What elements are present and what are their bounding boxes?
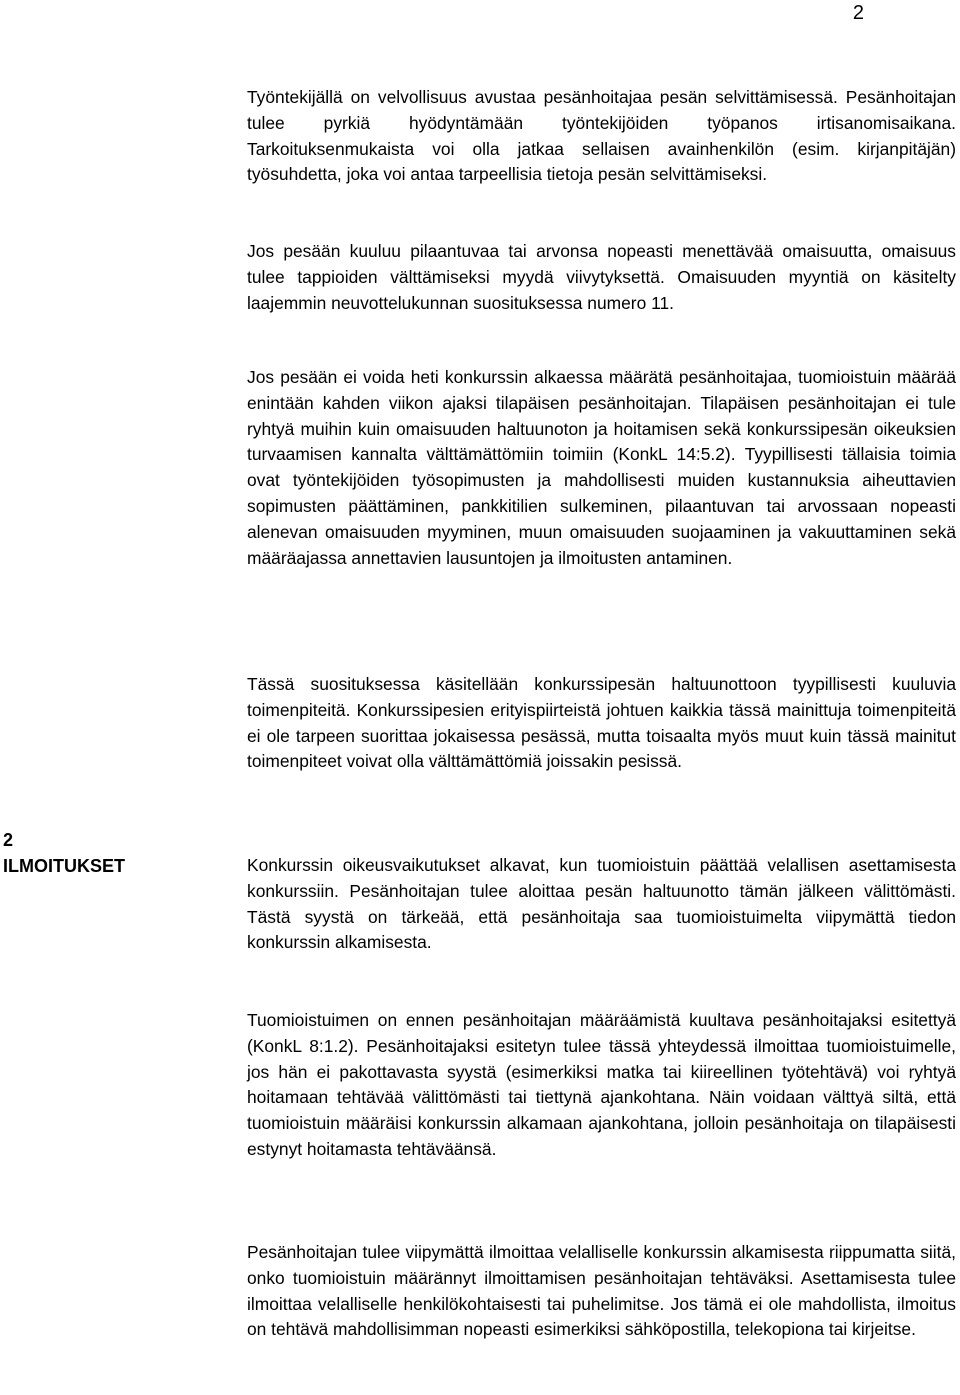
paragraph-recommendation-scope: Tässä suosituksessa käsitellään konkurssipesän haltuunottoon tyypillisesti kuuluvia toimenpiteitä. Konkurssipesien erityispiirteistä johtuen kaikkia tässä mainittuja toimenpiteitä ei ole tarpeen suorittaa jokaisessa pesässä, mutta toisaalta myös muut kuin tässä mainitut toimenpiteet voivat olla välttämättömiä joissakin pesissä. — [247, 674, 956, 772]
paragraph-perishable-property: Jos pesään kuuluu pilaantuvaa tai arvonsa nopeasti menettävää omaisuutta, omaisuus tulee tappioiden välttämiseksi myydä viivytyksettä. Omaisuuden myyntiä on käsitelty laajemmin neuvottelukunnan suosituksessa numero 11. — [247, 241, 956, 313]
paragraph-notify-debtor: Pesänhoitajan tulee viipymättä ilmoittaa velalliselle konkurssin alkamisesta riippumatta siitä, onko tuomioistuin määrännyt ilmoittamisen pesänhoitajan tehtäväksi. Asettamisesta tulee ilmoittaa velalliselle henkilökohtaisesti tai puhelimitse. Jos tämä ei ole mahdollista, ilmoitus on tehtävä mahdollisimman nopeasti esimerkiksi sähköpostilla, telekopiona tai kirjeitse. — [247, 1242, 956, 1340]
section-title: ILMOITUKSET — [3, 856, 125, 876]
paragraph-temporary-administrator: Jos pesään ei voida heti konkurssin alkaessa määrätä pesänhoitajaa, tuomioistuin määrää enintään kahden viikon ajaksi tilapäisen pesänhoitajan. Tilapäisen pesänhoitajan ei tule ryhtyä muihin kuin omaisuuden haltuunoton ja hoitamisen sekä konkurssipesän oikeuksien turvaamisen kannalta välttämättömiin toimiin (KonkL 14:5.2). Tyypillisesti tällaisia toimia ovat työntekijöiden työsopimusten ja mahdollisesti muiden kustannuksia aiheuttavien sopimusten päättäminen, pankkitilien sulkeminen, pilaantuvan tai arvossaan nopeasti alenevan omaisuuden myyminen, muun omaisuuden suojaaminen ja vakuuttaminen sekä määräajassa annettavien lausuntojen ja ilmoitusten antaminen. — [247, 367, 956, 568]
page-number: 2 — [852, 2, 864, 24]
paragraph-legal-effects: Konkurssin oikeusvaikutukset alkavat, kun tuomioistuin päättää velallisen asettamisesta konkurssiin. Pesänhoitajan tulee aloittaa pesän haltuunotto tämän jälkeen välittömästi. Tästä syystä on tärkeää, että pesänhoitaja saa tuomioistuimelta viipymättä tiedon konkurssin alkamisesta. — [247, 855, 956, 953]
paragraph-court-hearing: Tuomioistuimen on ennen pesänhoitajan määräämistä kuultava pesänhoitajaksi esitettyä (KonkL 8:1.2). Pesänhoitajaksi esitetyn tulee tässä yhteydessä ilmoittaa tuomioistuimelle, jos hän ei pakottavasta syystä (esimerkiksi matka tai kiireellinen työtehtävä) voi ryhtyä hoitamaan tehtävää välittömästi tai tiettynä ajankohtana. Näin voidaan välttyä siltä, että tuomioistuin määräisi konkurssin alkamaan ajankohtana, jolloin pesänhoitaja on tilapäisesti estynyt hoitamasta tehtäväänsä. — [247, 1010, 956, 1159]
paragraph-employee-assistance: Työntekijällä on velvollisuus avustaa pesänhoitajaa pesän selvittämisessä. Pesänhoitajan tulee pyrkiä hyödyntämään työntekijöiden työpanos irtisanomisaikana. Tarkoituksenmukaista voi olla jatkaa sellaisen avainhenkilön (esim. kirjanpitäjän) työsuhdetta, joka voi antaa tarpeellisia tietoja pesän selvittämiseksi. — [247, 87, 956, 185]
section-number: 2 — [3, 830, 14, 850]
section-heading — [3, 827, 125, 879]
